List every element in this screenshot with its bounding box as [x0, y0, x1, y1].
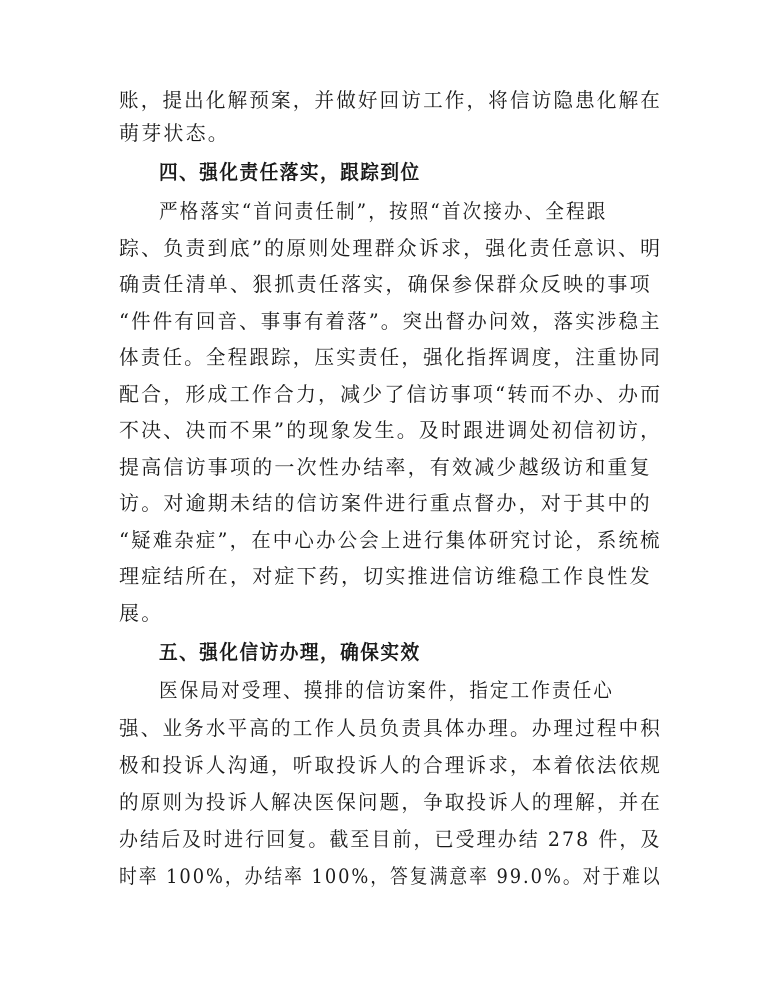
paragraph-line: 展。 — [119, 601, 164, 625]
paragraph-line: 不决、决而不果”的现象发生。及时跟进调处初信初访， — [119, 418, 663, 442]
paragraph-line: “疑难杂症”，在中心办公会上进行集体研究讨论，系统梳 — [119, 528, 662, 552]
paragraph-line: 时率 100%，办结率 100%，答复满意率 99.0%。对于难以 — [119, 864, 662, 888]
paragraph-line: 严格落实“首问责任制”，按照“首次接办、全程跟 — [159, 199, 608, 223]
paragraph-line: 体责任。全程跟踪，压实责任，强化指挥调度，注重协同 — [119, 345, 663, 369]
paragraph-line: 极和投诉人沟通，听取投诉人的合理诉求，本着依法依规 — [119, 753, 663, 777]
paragraph-line: 访。对逾期未结的信访案件进行重点督办，对于其中的 — [119, 491, 652, 515]
paragraph-line: 的原则为投诉人解决医保问题，争取投诉人的理解，并在 — [119, 790, 663, 814]
paragraph-line: 踪、负责到底”的原则处理群众诉求，强化责任意识、明 — [119, 236, 663, 260]
paragraph-line: “件件有回音、事事有着落”。突出督办问效，落实涉稳主 — [119, 309, 662, 333]
paragraph-line: 办结后及时进行回复。截至目前，已受理办结 278 件，及 — [119, 827, 662, 851]
paragraph-line: 萌芽状态。 — [119, 121, 230, 145]
section-heading-4: 四、强化责任落实，跟踪到位 — [159, 160, 421, 184]
paragraph-line: 提高信访事项的一次性办结率，有效减少越级访和重复 — [119, 455, 652, 479]
paragraph-line: 强、业务水平高的工作人员负责具体办理。办理过程中积 — [119, 716, 663, 740]
paragraph-line: 配合，形成工作合力，减少了信访事项“转而不办、办而 — [119, 382, 663, 406]
paragraph-line: 医保局对受理、摸排的信访案件，指定工作责任心 — [159, 678, 614, 702]
paragraph-line: 账，提出化解预案，并做好回访工作，将信访隐患化解在 — [119, 88, 663, 112]
paragraph-line: 理症结所在，对症下药，切实推进信访维稳工作良性发 — [119, 564, 652, 588]
paragraph-line: 确责任清单、狠抓责任落实，确保参保群众反映的事项 — [119, 272, 652, 296]
section-heading-5: 五、强化信访办理，确保实效 — [159, 640, 421, 664]
